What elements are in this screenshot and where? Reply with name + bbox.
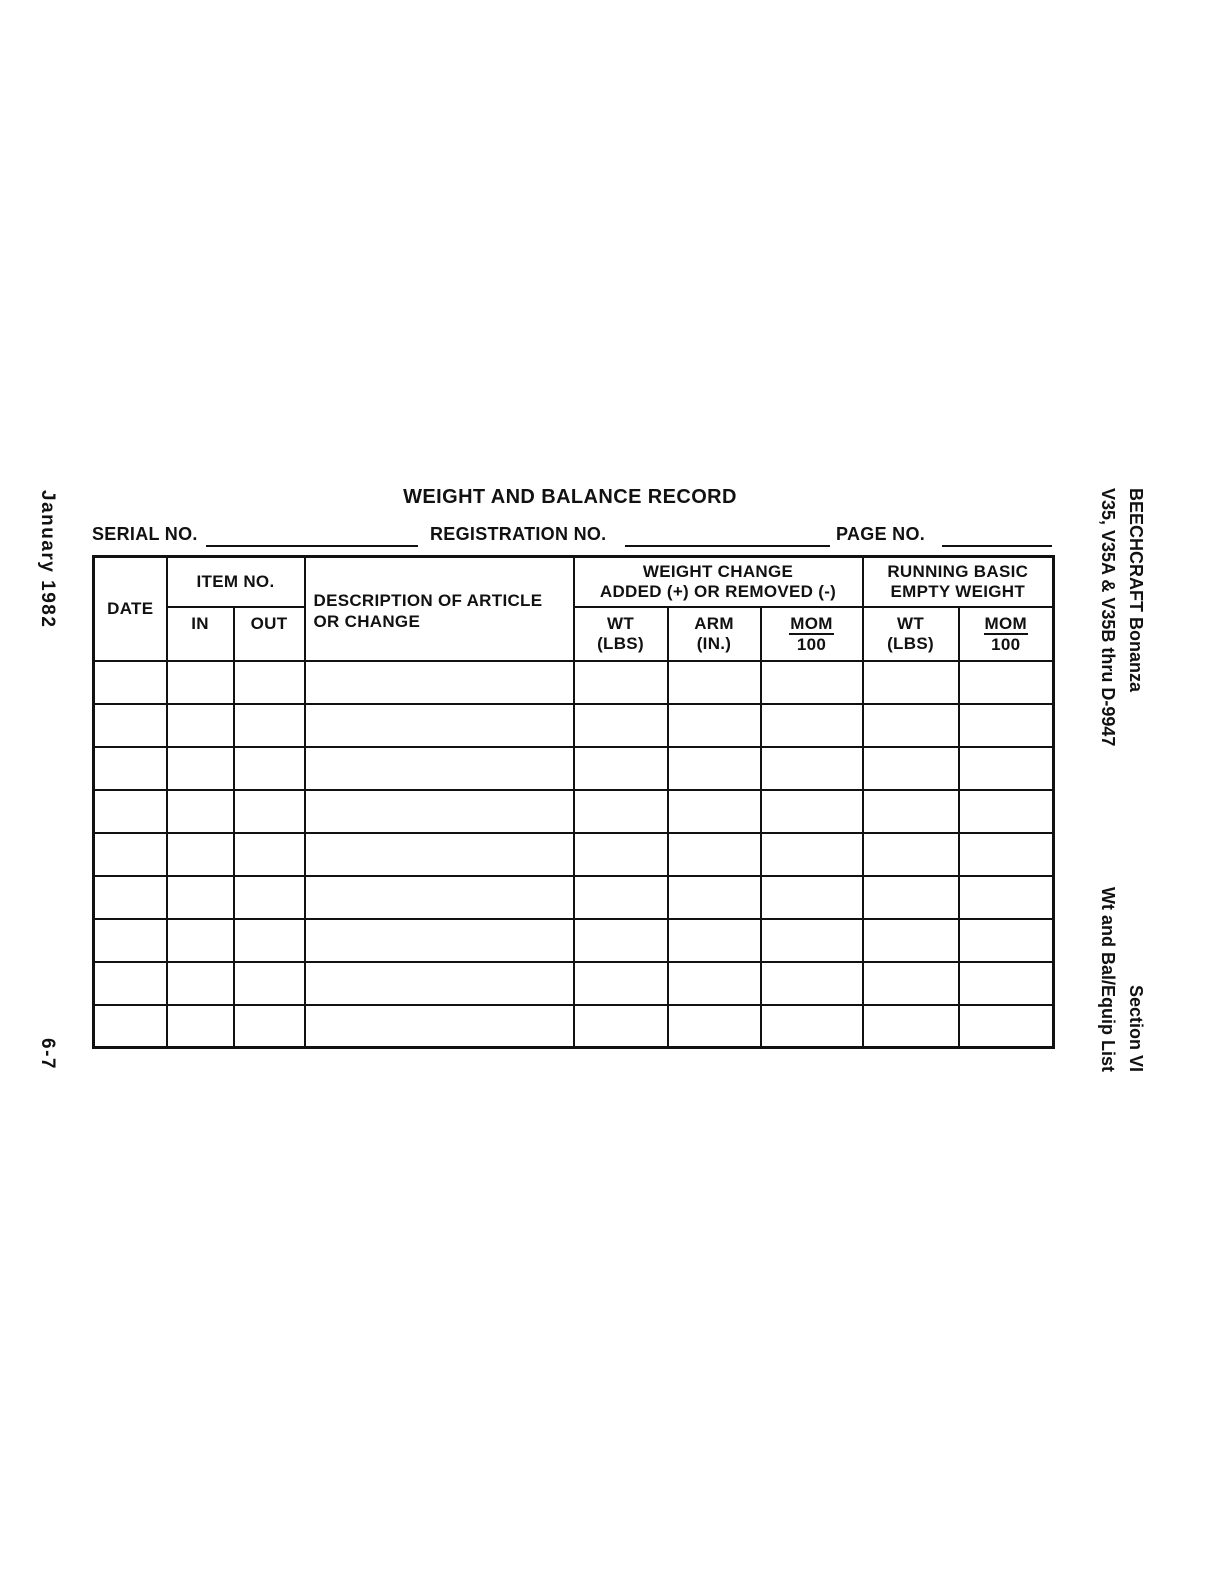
description-line2: OR CHANGE (313, 612, 421, 631)
change-wt-cell[interactable] (574, 790, 668, 833)
change-wt-header: WT (LBS) (574, 607, 668, 661)
description-cell[interactable] (305, 833, 574, 876)
item-out-cell[interactable] (234, 876, 305, 919)
item-in-cell[interactable] (167, 962, 234, 1005)
item-out-header: OUT (234, 607, 305, 661)
table-row (94, 1005, 1054, 1048)
page-no-label: PAGE NO. (836, 524, 926, 544)
change-arm-cell[interactable] (668, 790, 761, 833)
running-mom-cell[interactable] (959, 876, 1054, 919)
change-mom-cell[interactable] (761, 704, 863, 747)
date-cell[interactable] (94, 1005, 167, 1048)
aircraft-models: V35, V35A & V35B thru D-9947 (1098, 488, 1118, 747)
item-out-cell[interactable] (234, 919, 305, 962)
weight-balance-table (92, 555, 1055, 1049)
running-mom-cell[interactable] (959, 790, 1054, 833)
item-out-cell[interactable] (234, 962, 305, 1005)
running-mom-header: $\frac{\text{MOM}}{100}$ (959, 607, 1054, 661)
item-in-cell[interactable] (167, 661, 234, 704)
table-row (94, 704, 1054, 747)
page-no-field[interactable] (942, 545, 1052, 547)
change-mom-cell[interactable] (761, 962, 863, 1005)
weight-change-header: WEIGHT CHANGE ADDED (+) OR REMOVED (-) (574, 557, 863, 607)
change-mom-cell[interactable] (761, 747, 863, 790)
date-cell[interactable] (94, 661, 167, 704)
change-mom-cell[interactable] (761, 876, 863, 919)
running-mom-cell[interactable] (959, 962, 1054, 1005)
item-in-cell[interactable] (167, 747, 234, 790)
description-cell[interactable] (305, 790, 574, 833)
running-wt-header: WT (LBS) (863, 607, 959, 661)
date-header: DATE (94, 557, 167, 661)
change-wt-cell[interactable] (574, 876, 668, 919)
running-basic-header: RUNNING BASIC EMPTY WEIGHT (863, 557, 1054, 607)
record-rows (94, 661, 1054, 1048)
item-in-header: IN (167, 607, 234, 661)
item-out-cell[interactable] (234, 833, 305, 876)
running-wt-cell[interactable] (863, 1005, 959, 1048)
table-row (94, 661, 1054, 704)
item-in-cell[interactable] (167, 876, 234, 919)
change-mom-cell[interactable] (761, 1005, 863, 1048)
change-arm-cell[interactable] (668, 661, 761, 704)
change-wt-cell[interactable] (574, 661, 668, 704)
description-cell[interactable] (305, 1005, 574, 1048)
change-mom-cell[interactable] (761, 833, 863, 876)
change-mom-cell[interactable] (761, 919, 863, 962)
table-row (94, 790, 1054, 833)
date-cell[interactable] (94, 704, 167, 747)
description-cell[interactable] (305, 704, 574, 747)
page-number: 6-7 (37, 1038, 58, 1070)
change-arm-cell[interactable] (668, 962, 761, 1005)
table-row (94, 833, 1054, 876)
running-mom-cell[interactable] (959, 833, 1054, 876)
change-mom-header: $\frac{\text{MOM}}{100}$ (761, 607, 863, 661)
item-in-cell[interactable] (167, 833, 234, 876)
item-in-cell[interactable] (167, 919, 234, 962)
change-mom-cell[interactable] (761, 661, 863, 704)
change-wt-cell[interactable] (574, 747, 668, 790)
serial-no-field[interactable] (206, 545, 418, 547)
change-wt-cell[interactable] (574, 704, 668, 747)
table-row (94, 876, 1054, 919)
running-wt-cell[interactable] (863, 876, 959, 919)
table-row (94, 919, 1054, 962)
change-wt-cell[interactable] (574, 919, 668, 962)
date-cell[interactable] (94, 962, 167, 1005)
section-title: Wt and Bal/Equip List (1098, 887, 1118, 1072)
date-cell[interactable] (94, 747, 167, 790)
change-arm-cell[interactable] (668, 747, 761, 790)
table-row (94, 747, 1054, 790)
running-wt-cell[interactable] (863, 747, 959, 790)
description-line1: DESCRIPTION OF ARTICLE (313, 591, 543, 610)
change-wt-cell[interactable] (574, 962, 668, 1005)
page-title: WEIGHT AND BALANCE RECORD (403, 486, 737, 508)
item-in-cell[interactable] (167, 1005, 234, 1048)
running-wt-cell[interactable] (863, 919, 959, 962)
item-out-cell[interactable] (234, 747, 305, 790)
date-cell[interactable] (94, 876, 167, 919)
registration-no-label: REGISTRATION NO. (430, 524, 607, 544)
running-mom-cell[interactable] (959, 704, 1054, 747)
item-out-cell[interactable] (234, 790, 305, 833)
change-wt-cell[interactable] (574, 833, 668, 876)
running-wt-cell[interactable] (863, 833, 959, 876)
item-out-cell[interactable] (234, 1005, 305, 1048)
running-wt-cell[interactable] (863, 962, 959, 1005)
issue-date: January 1982 (37, 490, 58, 629)
running-wt-cell[interactable] (863, 661, 959, 704)
change-arm-cell[interactable] (668, 919, 761, 962)
change-wt-cell[interactable] (574, 1005, 668, 1048)
item-no-header: ITEM NO. (167, 557, 305, 607)
running-mom-cell[interactable] (959, 919, 1054, 962)
section-number: Section VI (1126, 984, 1146, 1072)
date-cell[interactable] (94, 919, 167, 962)
item-in-cell[interactable] (167, 704, 234, 747)
description-header (305, 557, 574, 661)
running-mom-cell[interactable] (959, 661, 1054, 704)
change-mom-cell[interactable] (761, 790, 863, 833)
running-mom-cell[interactable] (959, 1005, 1054, 1048)
change-arm-cell[interactable] (668, 833, 761, 876)
table-row (94, 962, 1054, 1005)
running-wt-cell[interactable] (863, 704, 959, 747)
description-cell[interactable] (305, 661, 574, 704)
change-arm-cell[interactable] (668, 1005, 761, 1048)
left-margin (36, 490, 66, 1070)
item-out-cell[interactable] (234, 661, 305, 704)
right-margin (1094, 488, 1150, 1072)
date-cell[interactable] (94, 790, 167, 833)
running-wt-cell[interactable] (863, 790, 959, 833)
serial-no-label: SERIAL NO. (92, 524, 198, 544)
date-cell[interactable] (94, 833, 167, 876)
description-cell[interactable] (305, 919, 574, 962)
item-out-cell[interactable] (234, 704, 305, 747)
change-arm-header: ARM (IN.) (668, 607, 761, 661)
description-cell[interactable] (305, 747, 574, 790)
description-cell[interactable] (305, 962, 574, 1005)
change-arm-cell[interactable] (668, 704, 761, 747)
manual-title: BEECHCRAFT Bonanza (1126, 488, 1146, 693)
item-in-cell[interactable] (167, 790, 234, 833)
running-mom-cell[interactable] (959, 747, 1054, 790)
registration-no-field[interactable] (625, 545, 830, 547)
description-cell[interactable] (305, 876, 574, 919)
change-arm-cell[interactable] (668, 876, 761, 919)
